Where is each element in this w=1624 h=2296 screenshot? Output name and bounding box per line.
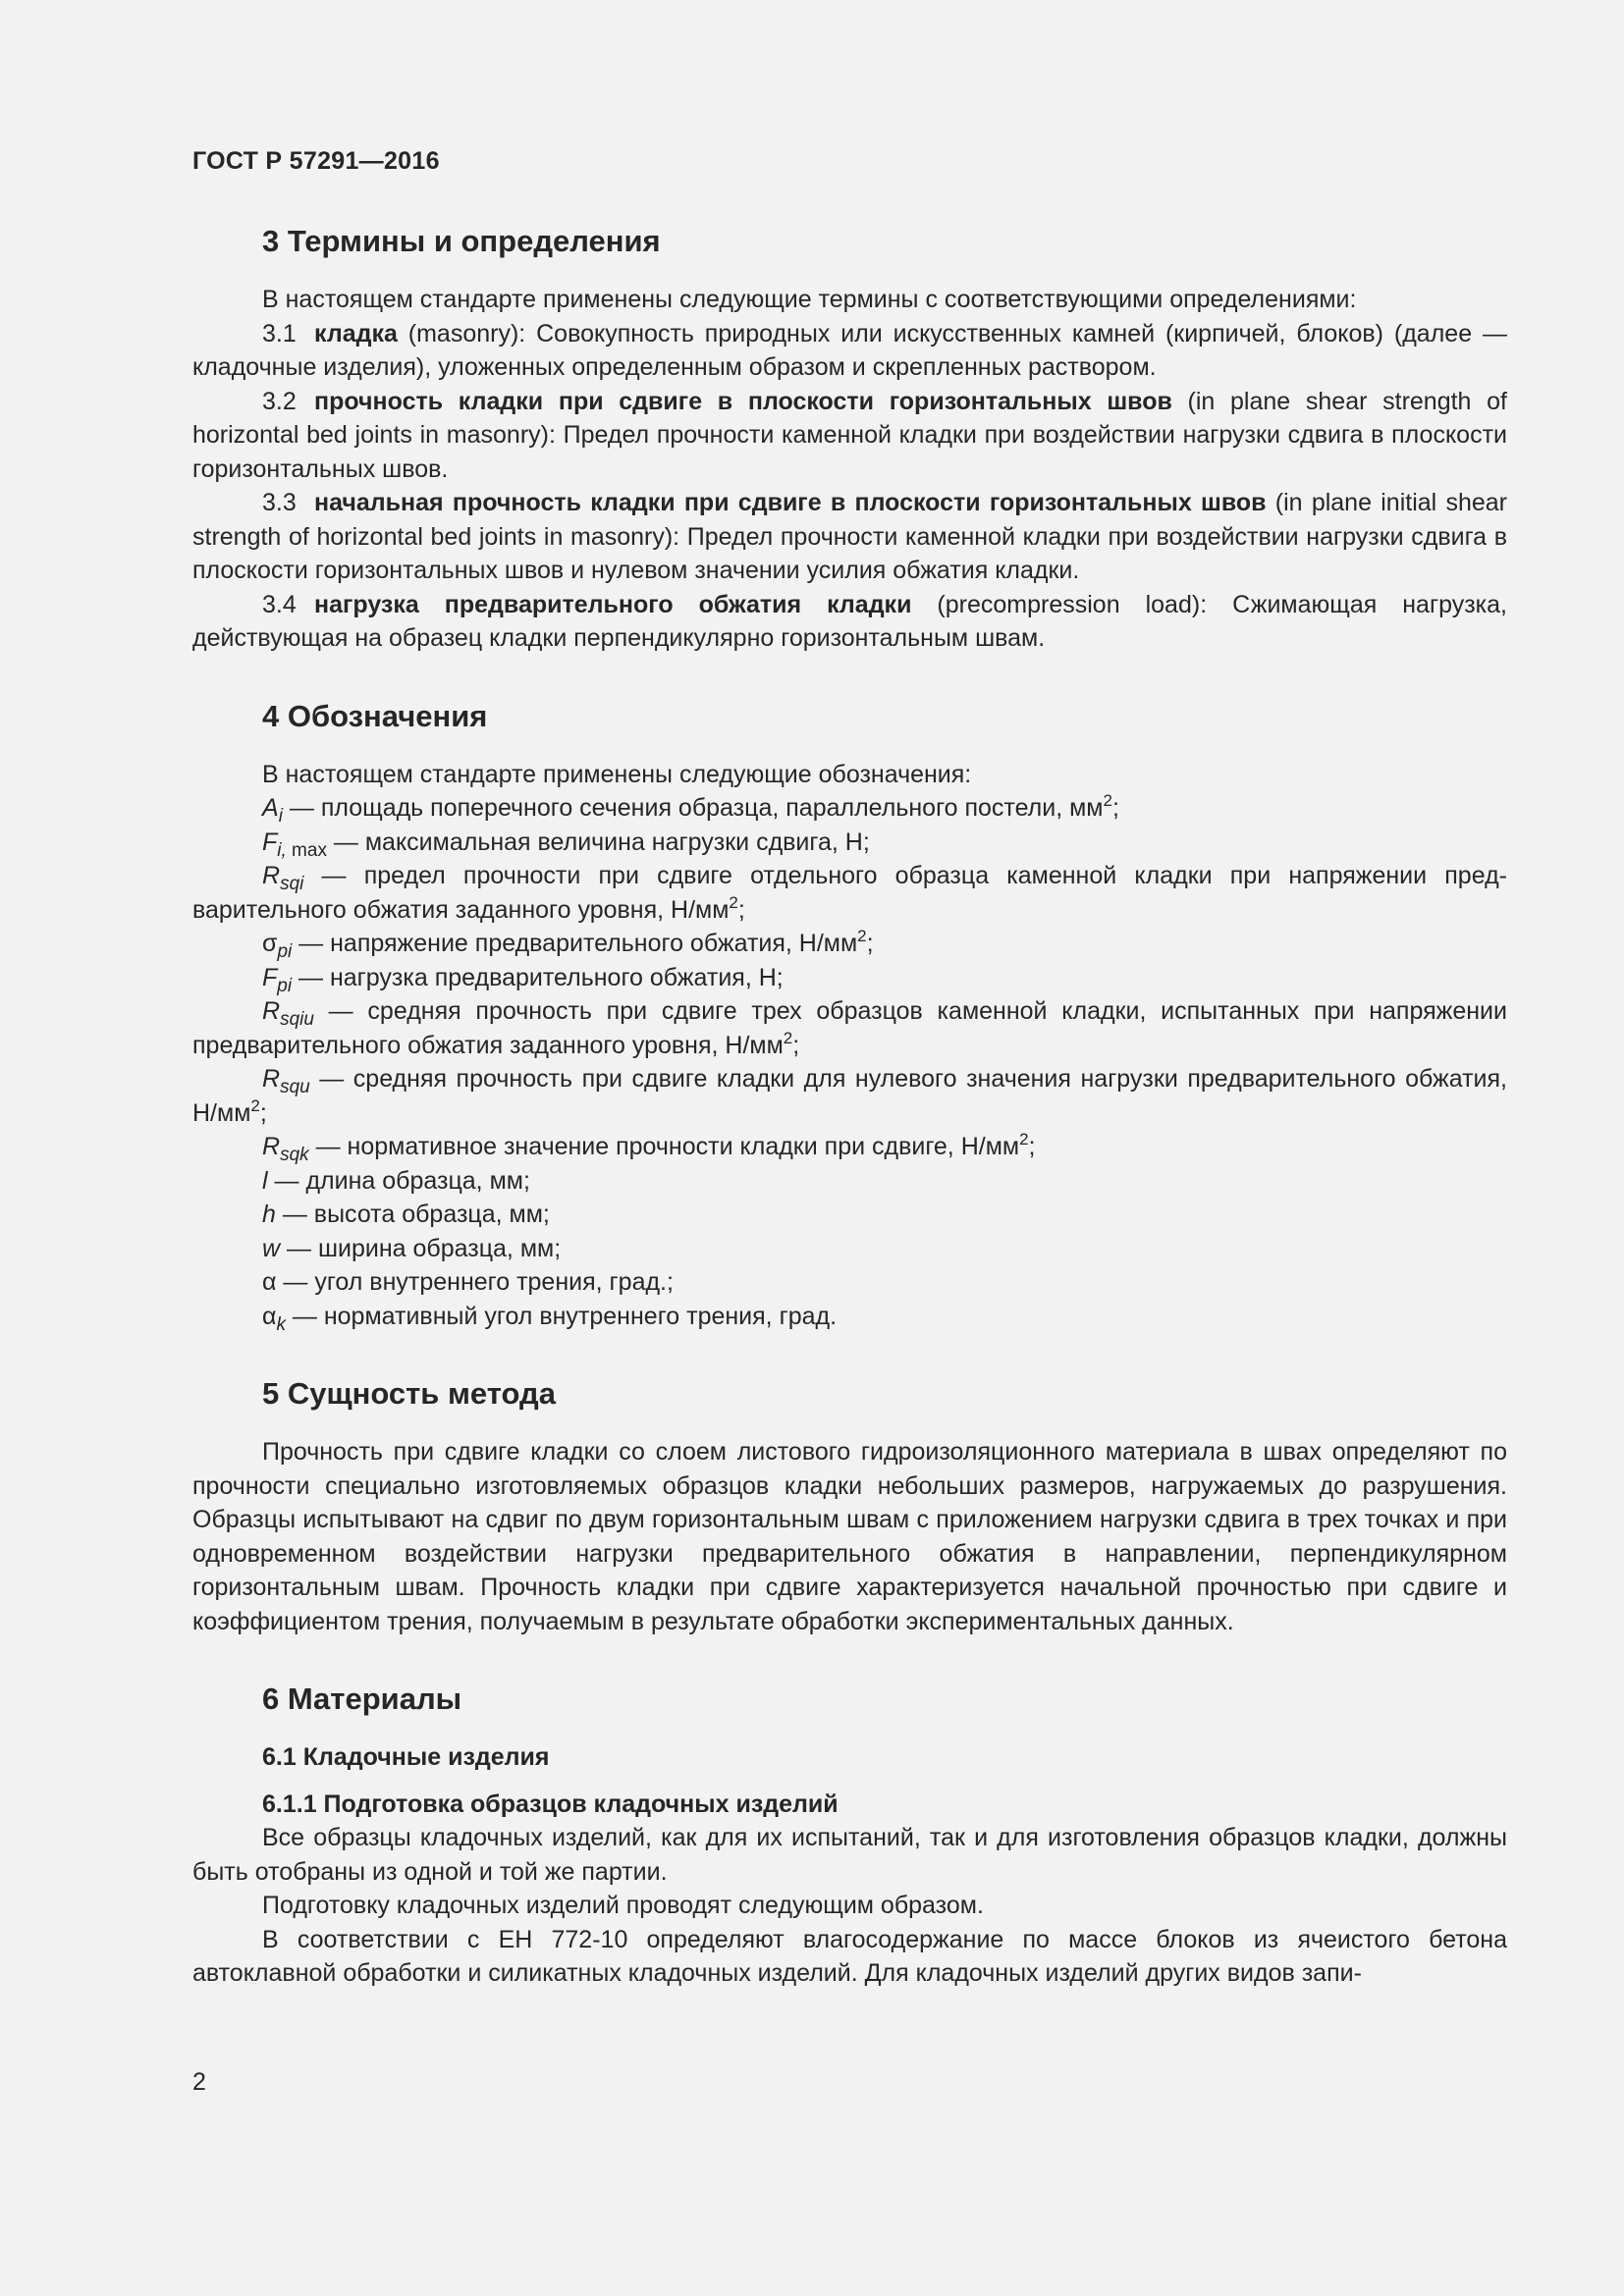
term-number: 3.1: [262, 319, 297, 347]
section-6-paragraph-2: Подготовку кладочных изделий проводят следующим образом.: [262, 1892, 984, 1919]
symbol-r-sqi: $R_{sqi}$ — предел прочности при сдвиге отдельного образца каменной кладки при напряжении предварительного обжатия заданного уровня, $Н/мм^2$;: [192, 862, 1507, 924]
term-3-2: [192, 385, 1507, 487]
symbol-r-squ: $R_{squ}$ — средняя прочность при сдвиге кладки для нулевого значения нагрузки предварительного обжатия, $Н/мм^2$;: [192, 1065, 1507, 1127]
symbol-l: l — длина образца, мм;: [262, 1166, 530, 1195]
symbol-alpha: α — угол внутреннего трения, град.;: [262, 1268, 674, 1296]
term-definition: (in plane shear strength of horizontal bed joints in masonry): Предел прочности каменной кладки при воздействии нагрузки сдвига в плоскости горизонтальных швов.: [192, 387, 1508, 483]
section-6-title: 6 Материалы: [262, 1682, 462, 1716]
section-3-intro: В настоящем стандарте применены следующие термины с соответствующими определениями:: [262, 286, 1357, 313]
symbol-r-sqiu: $R_{sqiu}$ — средняя прочность при сдвиге трех образцов каменной кладки, испытанных при напряжении предварительного обжатия заданного уровня, $Н/мм^2$;: [192, 997, 1507, 1059]
page-content: [192, 222, 1507, 1991]
symbol-r-sqk: $R_{sqk}$ — нормативное значение прочности кладки при сдвиге, $Н/мм^2$;: [262, 1130, 1036, 1165]
term-number: 3.2: [262, 387, 297, 415]
term-definition: (precompression load): Сжимающая нагрузка, действующая на образец кладки перпендикулярно горизонтальным швам.: [192, 590, 1507, 652]
section-4-title: 4 Обозначения: [262, 698, 488, 733]
symbol-f-pi: $F_{pi}$ — нагрузка предварительного обжатия, Н;: [262, 963, 784, 996]
term-3-3: [192, 486, 1507, 588]
term-3-1: [192, 317, 1507, 385]
symbol-f-i-max: $F_{i, max}$ — максимальная величина нагрузки сдвига, Н;: [262, 828, 870, 861]
term-definition: (in plane initial shear strength of horizontal bed joints in masonry): Предел прочности каменной кладки при воздействии нагрузки сдвига в плоскости горизонтальных швов и нулевом значении усилия обжатия кладки.: [192, 489, 1507, 584]
term-definition: (masonry): Совокупность природных или искусственных камней (кирпичей, блоков) (далее — кладочные изделия), уложенных определенным образом и скрепленных раствором.: [192, 319, 1507, 381]
symbol-h: h — высота образца, мм;: [262, 1201, 550, 1228]
section-3-title: 3 Термины и определения: [262, 224, 661, 258]
symbol-w: w — ширина образца, мм;: [262, 1234, 562, 1262]
symbol-sigma-pi: $\sigma_{pi}$ — напряжение предварительного обжатия, $Н/мм^2$;: [262, 927, 874, 962]
term-name: начальная прочность кладки при сдвиге в плоскости горизонтальных швов: [314, 489, 1267, 516]
term-number: 3.3: [262, 489, 297, 516]
section-6-paragraph-3: В соответствии с ЕН 772-10 определяют влагосодержание по массе блоков из ячеистого бетона автоклавной обработки и силикатных кладочных изделий. Для кладочных изделий других видов запи-: [192, 1925, 1507, 1987]
term-number: 3.4: [262, 590, 297, 618]
symbol-a-i: $A_i$ — площадь поперечного сечения образца, параллельного постели, $мм^2$;: [262, 791, 1119, 827]
section-4-intro: В настоящем стандарте применены следующие обозначения:: [262, 760, 972, 788]
subsection-6-1-1-title: 6.1.1 Подготовка образцов кладочных изделий: [262, 1790, 839, 1818]
page-number: 2: [192, 2068, 206, 2096]
term-3-4: [192, 588, 1507, 656]
section-5-title: 5 Сущность метода: [262, 1376, 556, 1411]
term-name: нагрузка предварительного обжатия кладки: [314, 590, 912, 618]
section-5-paragraph: Прочность при сдвиге кладки со слоем листового гидроизоляционного материала в швах определяют по прочности специально изготовляемых образцов кладки небольших размеров, нагружаемых до разрушения. Образцы испытывают на сдвиг по двум горизонтальным швам с приложением нагрузки сдвига в трех точках и при одновременном воздействии нагрузки предварительного обжатия в направлении, перпендикулярном горизонтальным швам. Прочность кладки при сдвиге характеризуется начальной прочностью при сдвиге и коэффициентом трения, получаемым в результате обработки экспериментальных данных.: [192, 1438, 1507, 1635]
section-6-paragraph-1: Все образцы кладочных изделий, как для их испытаний, так и для изготовления образцов кладки, должны быть отобраны из одной и той же партии.: [192, 1824, 1507, 1886]
doc-code-header: ГОСТ Р 57291—2016: [192, 147, 440, 175]
term-name: прочность кладки при сдвиге в плоскости горизонтальных швов: [314, 387, 1172, 415]
symbol-alpha-k: $\alpha_k$ — нормативный угол внутреннего трения, град.: [262, 1302, 838, 1335]
subsection-6-1-title: 6.1 Кладочные изделия: [262, 1743, 550, 1771]
term-name: кладка: [314, 319, 398, 347]
